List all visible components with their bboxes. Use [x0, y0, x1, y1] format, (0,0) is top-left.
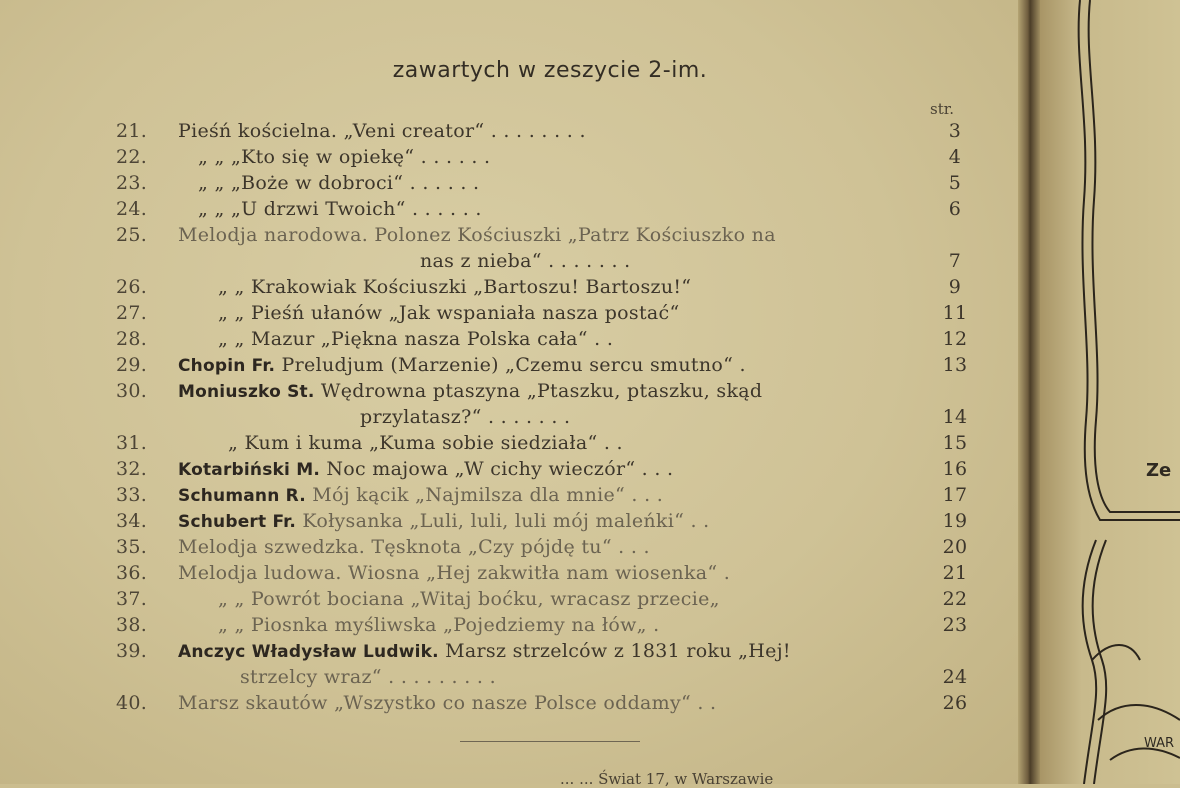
toc-entry	[0, 456, 1022, 482]
entry-number: 21.	[116, 120, 148, 142]
toc-line	[0, 612, 1022, 638]
entry-number: 32.	[116, 458, 148, 480]
toc-line	[0, 300, 1022, 326]
song-title: „ Kum i kuma „Kuma sobie siedziała“ . .	[228, 432, 623, 454]
entry-number: 22.	[116, 146, 148, 168]
page-number: 22	[942, 588, 968, 610]
song-title: Melodja ludowa. Wiosna „Hej zakwitła nam wiosenka“ .	[178, 562, 731, 584]
song-title: Kołysanka „Luli, luli, luli mój maleńki“ . .	[296, 510, 710, 532]
song-title: Wędrowna ptaszyna „Ptaszku, ptaszku, skąd	[314, 380, 763, 402]
toc-entry	[0, 196, 1022, 222]
page-number: 11	[942, 302, 968, 324]
entry-text	[178, 456, 673, 483]
entry-text	[360, 404, 570, 430]
toc-entry	[0, 430, 1022, 456]
entry-text	[178, 118, 586, 144]
next-page-heading-fragment: Ze	[1146, 460, 1172, 481]
song-title: „ „ „U drzwi Twoich“ . . . . . .	[198, 198, 482, 220]
page-number: 3	[948, 120, 962, 142]
page-number: 23	[942, 614, 968, 636]
toc-line	[0, 248, 1022, 274]
toc-line	[0, 170, 1022, 196]
page-column-label: str.	[930, 100, 955, 118]
entry-number: 24.	[116, 198, 148, 220]
song-title: strzelcy wraz“ . . . . . . . . .	[240, 666, 496, 688]
song-title: Marsz strzelców z 1831 roku „Hej!	[438, 640, 791, 662]
toc-entry	[0, 118, 1022, 144]
song-title: „ „ Powrót bociana „Witaj boćku, wracasz przecie„	[218, 588, 720, 610]
page-number: 14	[942, 406, 968, 428]
song-title: Melodja narodowa. Polonez Kościuszki „Patrz Kościuszko na	[178, 224, 776, 246]
toc-entry	[0, 690, 1022, 716]
toc-line	[0, 534, 1022, 560]
entry-number: 33.	[116, 484, 148, 506]
page-number: 21	[942, 562, 968, 584]
entry-number: 39.	[116, 640, 148, 662]
toc-line	[0, 456, 1022, 482]
page-number: 19	[942, 510, 968, 532]
toc-line	[0, 638, 1022, 664]
entry-text	[218, 274, 691, 300]
entry-text	[178, 222, 776, 248]
entry-text	[240, 664, 496, 690]
page-number: 6	[948, 198, 962, 220]
entry-number: 26.	[116, 276, 148, 298]
toc-line	[0, 222, 1022, 248]
page-number: 12	[942, 328, 968, 350]
entry-text	[178, 508, 709, 535]
page-number: 7	[948, 250, 962, 272]
entry-text	[198, 170, 479, 196]
table-of-contents	[0, 118, 1022, 716]
song-title: „ „ Pieśń ułanów „Jak wspaniała nasza postać“	[218, 302, 680, 324]
song-title: nas z nieba“ . . . . . . .	[420, 250, 631, 272]
composer-name: Moniuszko St.	[178, 382, 315, 402]
entry-text	[198, 144, 490, 170]
toc-entry	[0, 274, 1022, 300]
song-title: „ „ Mazur „Piękna nasza Polska cała“ . .	[218, 328, 614, 350]
page-number: 16	[942, 458, 968, 480]
book-gutter	[1018, 0, 1040, 784]
composer-name: Anczyc Władysław Ludwik.	[178, 642, 439, 662]
toc-line	[0, 508, 1022, 534]
toc-entry	[0, 482, 1022, 508]
entry-number: 28.	[116, 328, 148, 350]
toc-line	[0, 560, 1022, 586]
entry-text	[178, 690, 716, 716]
entry-text	[218, 586, 720, 612]
art-nouveau-ornament	[1040, 0, 1180, 784]
toc-line	[0, 352, 1022, 378]
toc-line	[0, 690, 1022, 716]
song-title: „ „ „Kto się w opiekę“ . . . . . .	[198, 146, 491, 168]
song-title: Preludjum (Marzenie) „Czemu sercu smutno“ .	[275, 354, 746, 376]
entry-number: 29.	[116, 354, 148, 376]
entry-number: 30.	[116, 380, 148, 402]
page-number: 15	[942, 432, 968, 454]
toc-line	[0, 404, 1022, 430]
song-title: Mój kącik „Najmilsza dla mnie“ . . .	[305, 484, 664, 506]
toc-line	[0, 274, 1022, 300]
toc-entry	[0, 144, 1022, 170]
song-title: „ „ „Boże w dobroci“ . . . . . .	[198, 172, 480, 194]
toc-entry	[0, 378, 1022, 430]
entry-text	[218, 326, 613, 352]
book-page-right	[1040, 0, 1180, 784]
toc-line	[0, 482, 1022, 508]
entry-number: 27.	[116, 302, 148, 324]
entry-text	[198, 196, 482, 222]
composer-name: Schubert Fr.	[178, 512, 296, 532]
song-title: Noc majowa „W cichy wieczór“ . . .	[319, 458, 674, 480]
footer-imprint: ... ... Świat 17, w Warszawie	[560, 770, 774, 788]
entry-number: 23.	[116, 172, 148, 194]
toc-entry	[0, 534, 1022, 560]
toc-line	[0, 196, 1022, 222]
composer-name: Chopin Fr.	[178, 356, 276, 376]
page-number: 17	[942, 484, 968, 506]
song-title: „ „ Krakowiak Kościuszki „Bartoszu! Bartoszu!“	[218, 276, 692, 298]
toc-entry	[0, 560, 1022, 586]
entry-number: 37.	[116, 588, 148, 610]
toc-entry	[0, 326, 1022, 352]
toc-entry	[0, 508, 1022, 534]
toc-entry	[0, 638, 1022, 690]
page-number: 26	[942, 692, 968, 714]
entry-text	[178, 638, 791, 665]
entry-text	[178, 482, 663, 509]
entry-number: 38.	[116, 614, 148, 636]
composer-name: Kotarbiński M.	[178, 460, 320, 480]
entry-text	[420, 248, 631, 274]
entry-number: 35.	[116, 536, 148, 558]
entry-number: 36.	[116, 562, 148, 584]
entry-text	[178, 534, 650, 560]
toc-heading: zawartych w zeszycie 2-im.	[392, 58, 708, 83]
toc-line	[0, 430, 1022, 456]
song-title: „ „ Piosnka myśliwska „Pojedziemy na łów„ .	[218, 614, 660, 636]
page-number: 9	[948, 276, 962, 298]
page-number: 5	[948, 172, 962, 194]
toc-line	[0, 378, 1022, 404]
entry-text	[178, 560, 730, 586]
toc-entry	[0, 586, 1022, 612]
entry-number: 31.	[116, 432, 148, 454]
toc-line	[0, 144, 1022, 170]
toc-entry	[0, 170, 1022, 196]
entry-text	[218, 300, 679, 326]
next-page-footer-fragment: WAR	[1144, 736, 1175, 751]
entry-number: 40.	[116, 692, 148, 714]
entry-text	[178, 352, 746, 379]
song-title: Pieśń kościelna. „Veni creator“ . . . . . . . .	[178, 120, 586, 142]
toc-line	[0, 586, 1022, 612]
entry-text	[228, 430, 623, 456]
composer-name: Schumann R.	[178, 486, 306, 506]
toc-line	[0, 118, 1022, 144]
page-number: 13	[942, 354, 968, 376]
song-title: Marsz skautów „Wszystko co nasze Polsce oddamy“ . .	[178, 692, 717, 714]
song-title: Melodja szwedzka. Tęsknota „Czy pójdę tu“ . . .	[178, 536, 650, 558]
entry-text	[218, 612, 660, 638]
section-divider	[460, 741, 640, 742]
song-title: przylatasz?“ . . . . . . .	[360, 406, 571, 428]
entry-number: 25.	[116, 224, 148, 246]
toc-entry	[0, 352, 1022, 378]
entry-text	[178, 378, 762, 405]
page-number: 4	[948, 146, 962, 168]
page-number: 20	[942, 536, 968, 558]
toc-line	[0, 326, 1022, 352]
entry-number: 34.	[116, 510, 148, 532]
toc-entry	[0, 612, 1022, 638]
toc-line	[0, 664, 1022, 690]
page-number: 24	[942, 666, 968, 688]
toc-entry	[0, 222, 1022, 274]
toc-entry	[0, 300, 1022, 326]
